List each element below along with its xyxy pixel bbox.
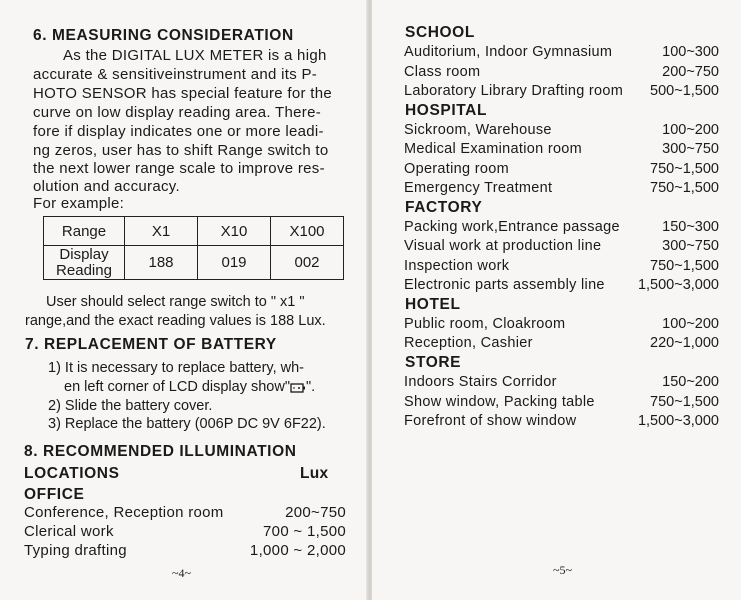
- location-name: Emergency Treatment: [404, 180, 553, 197]
- section6-heading: 6. MEASURING CONSIDERATION: [33, 27, 294, 44]
- location-lux: 220~1,000: [650, 335, 719, 352]
- section7-item1: 1) It is necessary to replace battery, wh-: [48, 360, 305, 376]
- section6-line: fore if display indicates one or more leadi-: [33, 123, 324, 140]
- location-name: Reception, Cashier: [404, 335, 533, 352]
- right-page: [372, 0, 741, 600]
- location-lux: 1,500~3,000: [637, 277, 719, 294]
- location-lux: 750~1,500: [650, 180, 719, 197]
- group-title-school: SCHOOL: [405, 24, 475, 41]
- location-name: Public room, Cloakroom: [404, 316, 566, 332]
- group-title-store: STORE: [405, 353, 462, 371]
- section7-item2: 2) Slide the battery cover.: [48, 398, 213, 414]
- group-title-hotel: HOTEL: [405, 295, 461, 313]
- location-lux: 100~200: [662, 316, 719, 332]
- table-header-range: Range: [44, 217, 125, 246]
- section6-line: curve on low display reading area. There-: [33, 104, 322, 121]
- location-name: Auditorium, Indoor Gymnasium: [404, 44, 613, 61]
- table-cell-x1: 188: [125, 246, 198, 280]
- group-title-factory: FACTORY: [405, 198, 483, 216]
- section6-line: accurate & sensitiveinstrument and its P-: [33, 66, 318, 83]
- section6-line: olution and accuracy.: [33, 178, 180, 195]
- office-row-name: Clerical work: [24, 523, 114, 540]
- office-row-name: Typing drafting: [24, 542, 127, 559]
- location-lux: 300~750: [662, 238, 719, 255]
- location-name: Packing work,Entrance passage: [404, 219, 620, 235]
- group-title-hospital: HOSPITAL: [405, 101, 488, 119]
- office-row-lux: 1,000 ~ 2,000: [249, 542, 346, 559]
- location-name: Operating room: [404, 160, 509, 177]
- section6-line: For example:: [33, 195, 125, 212]
- section8-heading: 8. RECOMMENDED ILLUMINATION: [24, 443, 297, 460]
- table-cell-x100: 002: [271, 246, 344, 280]
- location-name: Class room: [404, 63, 481, 80]
- section6-line: As the DIGITAL LUX METER is a high: [63, 47, 327, 64]
- section6-line: ng zeros, user has to shift Range switch to: [33, 142, 329, 159]
- display-label: Display: [59, 245, 109, 263]
- office-row-lux: 700 ~ 1,500: [263, 523, 346, 540]
- section7-item3: 3) Replace the battery (006P DC 9V 6F22).: [48, 416, 326, 432]
- page-number-right: ~5~: [553, 563, 572, 577]
- location-lux: 100~200: [662, 122, 719, 138]
- reading-label: Reading: [56, 261, 112, 279]
- table-header-x100: X100: [271, 217, 344, 246]
- section6-line: the next lower range scale to improve res-: [33, 160, 325, 177]
- location-name: Sickroom, Warehouse: [404, 122, 552, 138]
- battery-icon: [290, 380, 306, 398]
- section7-item1-cont: en left corner of LCD display show" ".: [64, 378, 315, 398]
- table-cell-x10: 019: [198, 246, 271, 280]
- range-example-table: [43, 216, 344, 280]
- location-lux: 750~1,500: [650, 160, 719, 177]
- location-lux: 200~750: [662, 63, 719, 80]
- location-name: Medical Examination room: [404, 141, 583, 158]
- section7-heading: 7. REPLACEMENT OF BATTERY: [25, 336, 277, 353]
- location-name: Visual work at production line: [404, 238, 602, 255]
- location-name: Laboratory Library Drafting room: [404, 83, 624, 100]
- location-name: Show window, Packing table: [404, 393, 595, 410]
- lux-column-header: Lux: [300, 465, 329, 482]
- office-row-name: Conference, Reception room: [24, 504, 224, 521]
- after-table-line: range,and the exact reading values is 188 Lux.: [25, 313, 326, 329]
- section6-line: HOTO SENSOR has special feature for the: [33, 85, 333, 102]
- after-table-line: User should select range switch to " x1 ": [46, 294, 305, 310]
- location-name: Electronic parts assembly line: [404, 277, 605, 294]
- left-page: [0, 0, 369, 600]
- location-lux: 300~750: [662, 141, 719, 158]
- location-name: Inspection work: [404, 257, 510, 274]
- location-name: Forefront of show window: [404, 413, 577, 429]
- location-name: Indoors Stairs Corridor: [404, 374, 557, 391]
- location-lux: 500~1,500: [650, 83, 719, 100]
- location-lux: 100~300: [662, 44, 719, 61]
- page-number-left: ~4~: [172, 566, 191, 580]
- locations-column-header: LOCATIONS: [24, 465, 120, 482]
- location-lux: 150~300: [662, 219, 719, 235]
- office-group-title: OFFICE: [24, 486, 85, 503]
- location-lux: 750~1,500: [650, 393, 719, 410]
- table-header-x1: X1: [125, 217, 198, 246]
- table-row-label: [44, 246, 125, 280]
- location-lux: 1,500~3,000: [637, 413, 719, 429]
- office-row-lux: 200~750: [285, 504, 346, 521]
- table-header-x10: X10: [198, 217, 271, 246]
- location-lux: 150~200: [662, 374, 719, 391]
- location-lux: 750~1,500: [650, 257, 719, 274]
